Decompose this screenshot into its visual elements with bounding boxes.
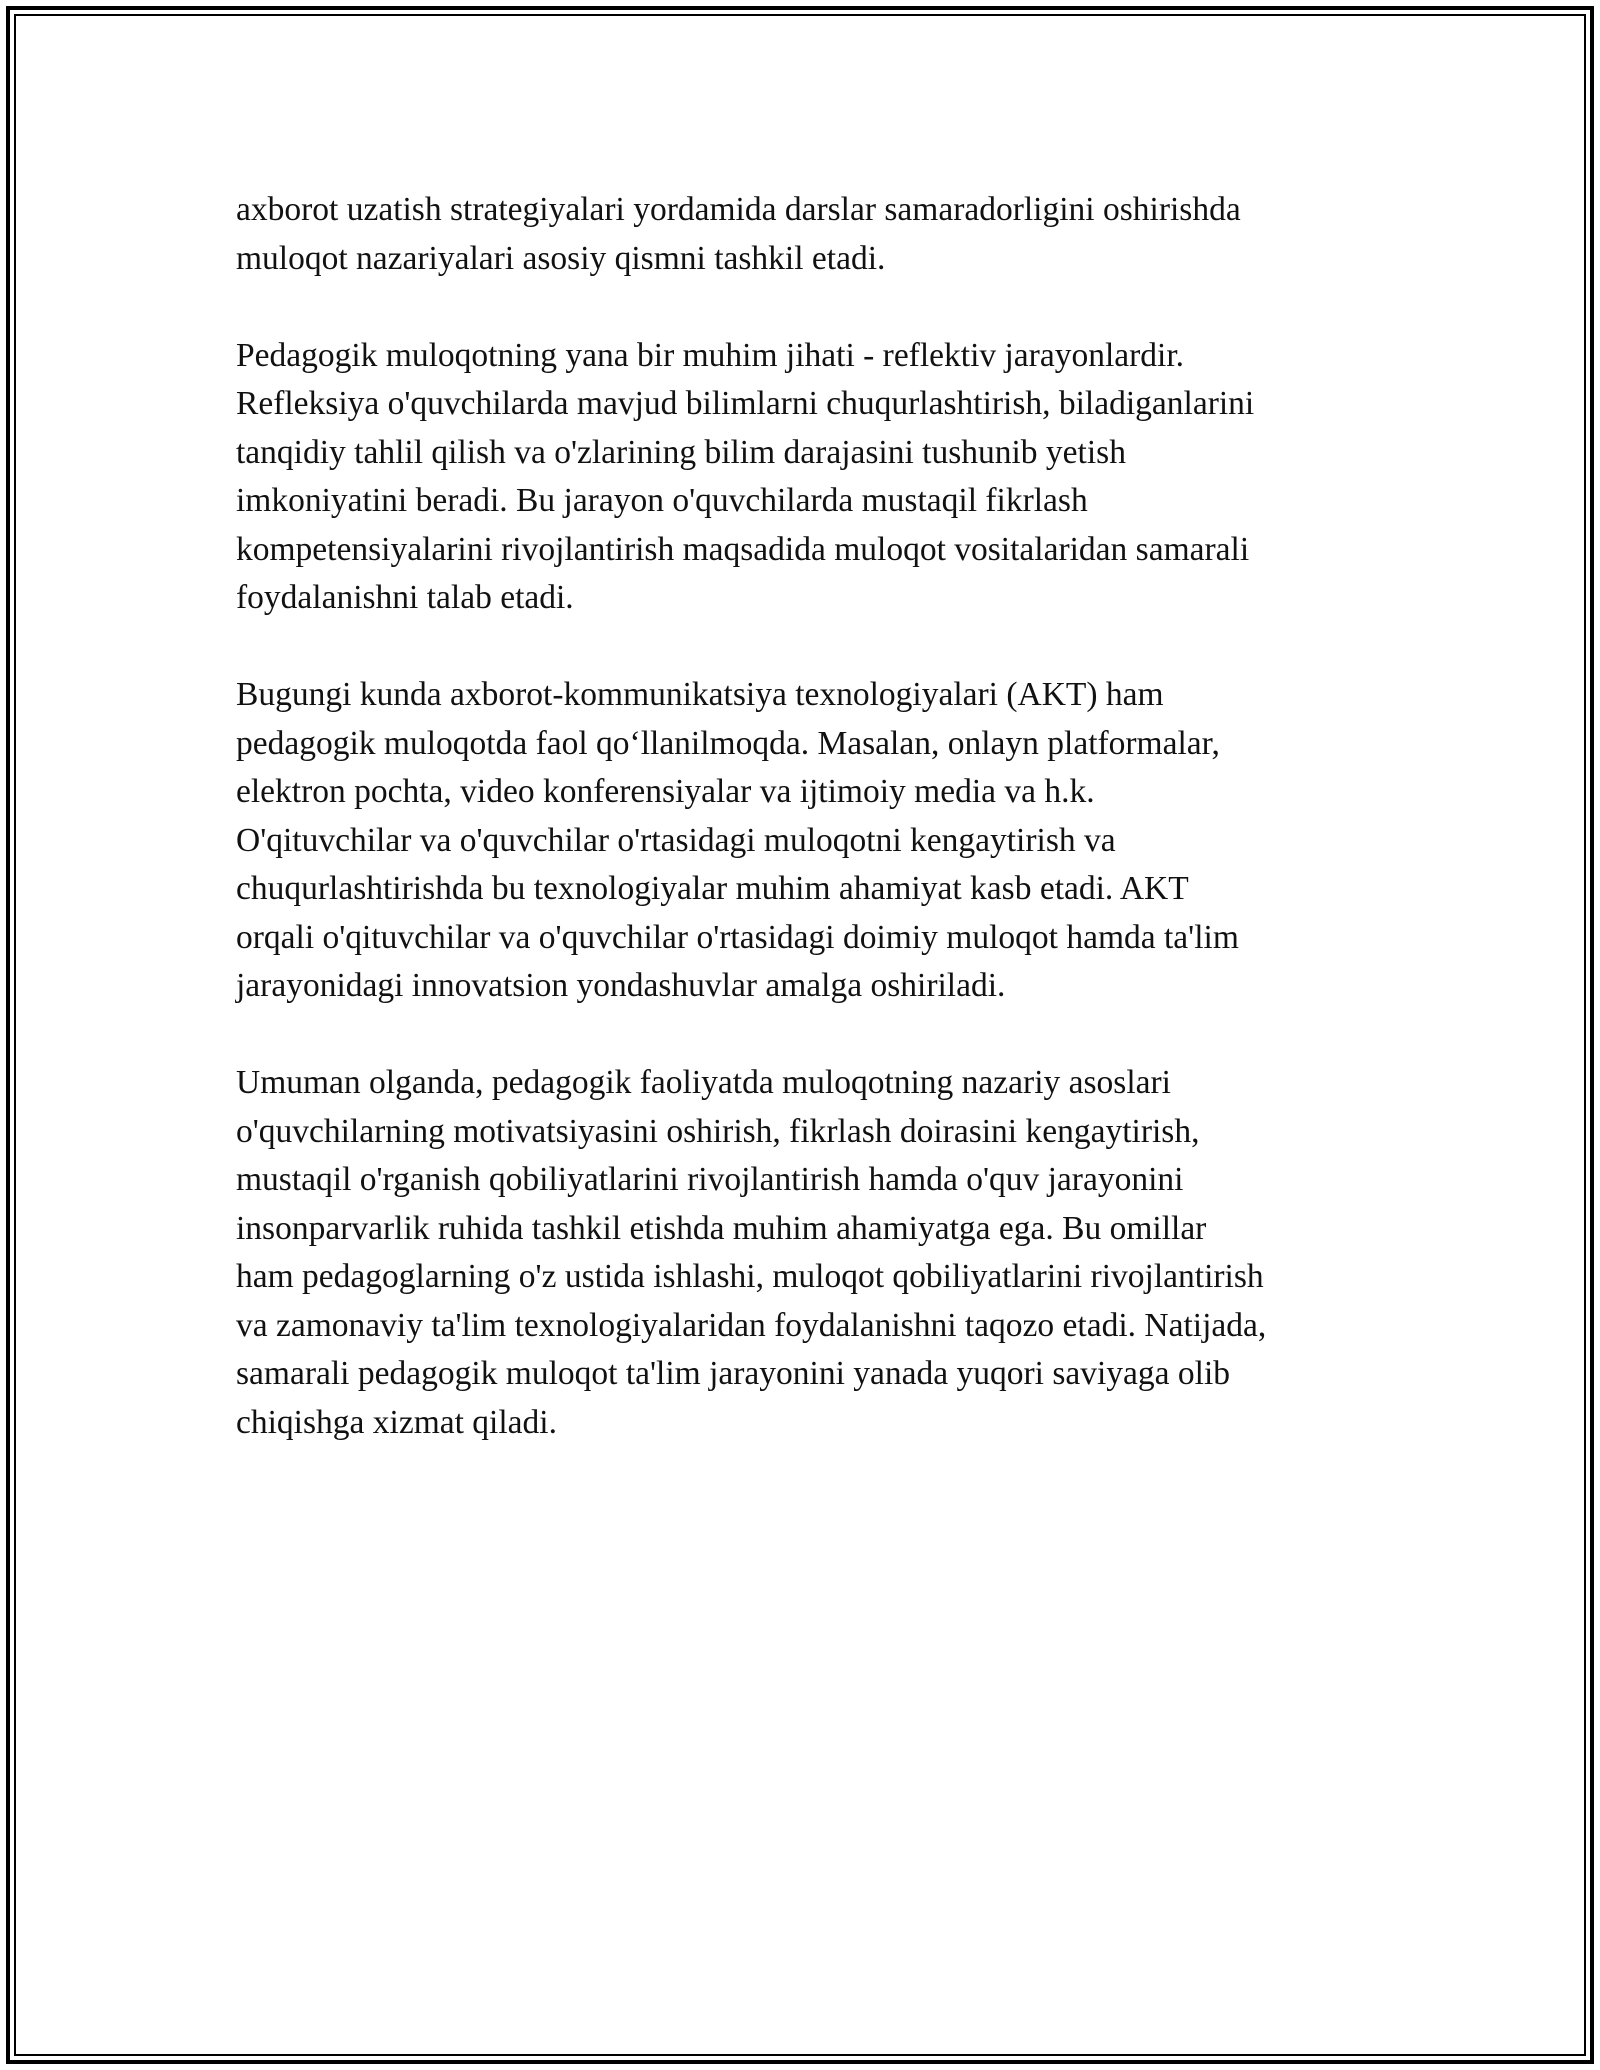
paragraph-1: axborot uzatish strategiyalari yordamida darslar samaradorligini oshirishda muloqot nazariyalari asosiy qismni tashkil etadi. — [236, 191, 1241, 277]
paragraph-2: Pedagogik muloqotning yana bir muhim jihati - reflektiv jarayonlardir. Refleksiya o'quvchilarda mavjud bilimlarni chuqurlashtirish, biladiganlarini tanqidiy tahlil qilish va o'zlarining bilim darajasini tushunib yetish imkoniyatini beradi. Bu jarayon o'quvchilarda mustaqil fikrlash kompetensiyalarini rivojlantirish maqsadida muloqot vositalaridan samarali foydalanishni talab etadi. — [236, 336, 1255, 616]
document-body — [236, 186, 1376, 1496]
paragraph-4: Umuman olganda, pedagogik faoliyatda muloqotning nazariy asoslari o'quvchilarning motivatsiyasini oshirish, fikrlash doirasini kengaytirish, mustaqil o'rganish qobiliyatlarini rivojlantirish hamda o'quv jarayonini insonparvarlik ruhida tashkil etishda muhim ahamiyatga ega. Bu omillar ham pedagoglarning o'z ustida ishlashi, muloqot qobiliyatlarini rivojlantirish va zamonaviy ta'lim texnologiyalaridan foydalanishni taqozo etadi. Natijada, samarali pedagogik muloqot ta'lim jarayonini yanada yuqori saviyaga olib chiqishga xizmat qiladi. — [236, 1064, 1267, 1441]
paragraph-3: Bugungi kunda axborot-kommunikatsiya texnologiyalari (AKT) ham pedagogik muloqotda faol qo‘llanilmoqda. Masalan, onlayn platformalar, elektron pochta, video konferensiyalar va ijtimoiy media va h.k. O'qituvchilar va o'quvchilar o'rtasidagi muloqotni kengaytirish va chuqurlashtirishda bu texnologiyalar muhim ahamiyat kasb etadi. AKT orqali o'qituvchilar va o'quvchilar o'rtasidagi doimiy muloqot hamda ta'lim jarayonidagi innovatsion yondashuvlar amalga oshiriladi. — [236, 676, 1239, 1004]
